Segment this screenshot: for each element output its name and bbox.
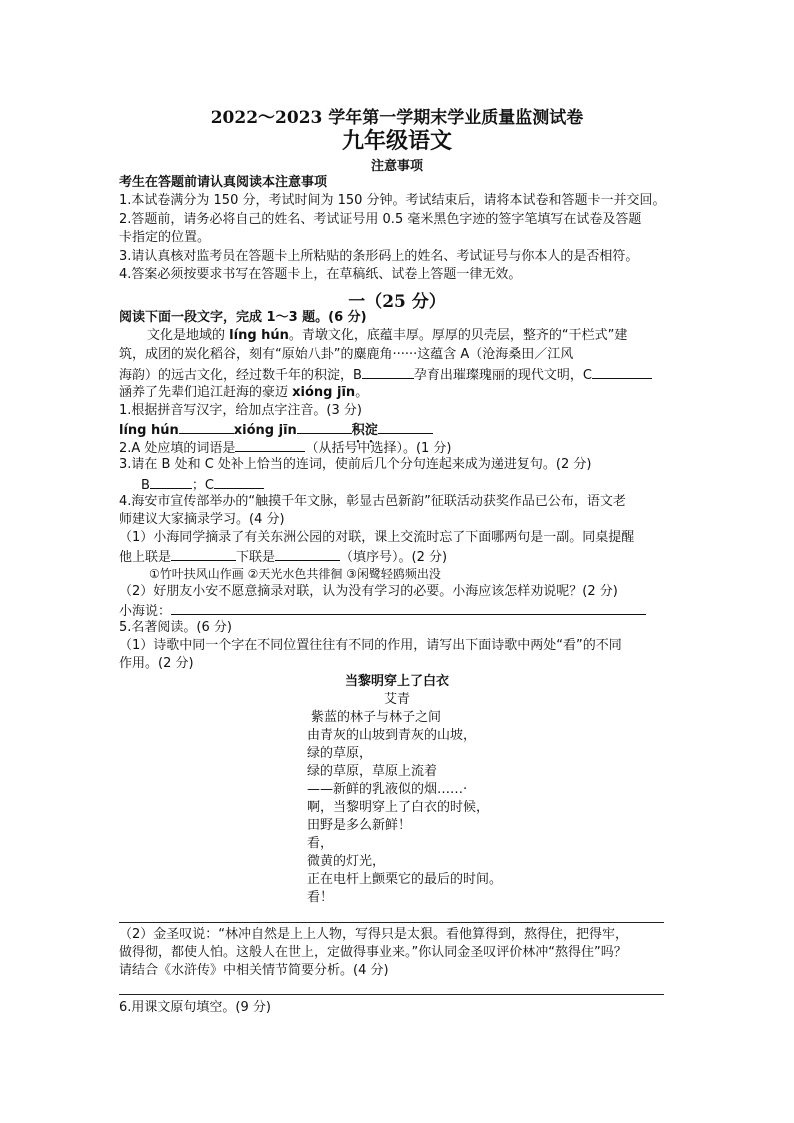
question-3-answers: [141, 475, 711, 495]
section-title: 一（25 分）: [348, 292, 446, 312]
poem-line: 微黄的灯光，: [307, 854, 386, 869]
question-3: 3.请在 B 处和 C 处补上恰当的连词，使前后几个分句连起来成为递进复句。(2 分): [119, 457, 592, 472]
notice-title: 注意事项: [370, 159, 423, 174]
answer-blank-2[interactable]: [297, 420, 352, 434]
question-5-sub1: （1）诗歌中同一个字在不同位置往往有不同的作用，请写出下面诗歌中两处“看”的不同: [119, 638, 622, 653]
answer-blank-3[interactable]: [378, 420, 433, 434]
poem-line: 由青灰的山坡到青灰的山坡，: [307, 728, 477, 743]
poem-line: 看，: [307, 836, 334, 851]
answer-line-5-1[interactable]: [119, 922, 664, 923]
pinyin-xiongjin-label: xióng jīn: [233, 423, 297, 438]
passage-text: 文化是地域的: [147, 328, 226, 343]
passage-text: 。: [355, 385, 369, 400]
question-text: 下联是: [236, 550, 276, 565]
answer-blank-c[interactable]: [214, 475, 264, 489]
label-c: ；C: [191, 478, 214, 493]
question-2-text: （从括号中选择）。(1 分): [305, 441, 452, 456]
question-text: （填序号）。(2 分): [340, 550, 448, 565]
question-6: 6.用课文原句填空。(9 分): [119, 1000, 271, 1015]
passage-text: 涵养了先辈们追江赶海的豪迈: [119, 385, 289, 400]
question-2: [119, 438, 689, 458]
passage-text: 孕育出璀璨瑰丽的现代文明，C: [413, 368, 592, 383]
couplet-options: ①竹叶扶风山作画 ②天光水色共徘徊 ③闲鹭轻鸥频出没: [149, 567, 441, 581]
poem-line: 正在电杆上颤栗它的最后的时间。: [307, 872, 503, 887]
question-4-answer: [119, 601, 689, 621]
passage-text: 海韵）的远古文化，经过数千年的积淀，B: [119, 368, 362, 383]
poem-line: ——新鲜的乳液似的烟……·: [307, 782, 468, 797]
poem-line: 田野是多么新鲜！: [307, 818, 412, 833]
passage-intro: 阅读下面一段文字，完成 1～3 题。(6 分): [119, 310, 367, 325]
question-4-sub2: （2）好朋友小安不愿意摘录对联，认为没有学习的必要。小海应该怎样劝说呢？(2 分): [119, 584, 618, 599]
word-jidian: 积淀: [351, 423, 378, 438]
notice-item-3: 3.请认真核对监考员在答题卡上所粘贴的条形码上的姓名、考试证号与你本人的是否相符。: [119, 249, 639, 264]
answer-blank-xialian[interactable]: [275, 547, 340, 561]
exam-title: 2022～2023 学年第一学期末学业质量监测试卷: [210, 108, 584, 128]
question-5-sub2: （2）金圣叹说：“林冲自然是上上人物，写得只是太狠。看他算得到，熬得住，把得牢，: [119, 927, 629, 942]
blank-b[interactable]: [362, 365, 414, 379]
poem-line: 绿的草原，草原上流着: [307, 764, 438, 779]
poem-author: 艾青: [383, 692, 410, 707]
answer-line-xiaohai[interactable]: [171, 601, 646, 615]
question-4-cont: 师建议大家摘录学习。(4 分): [119, 512, 285, 527]
notice-heading: 考生在答题前请认真阅读本注意事项: [119, 175, 328, 190]
poem-line: 看！: [307, 890, 334, 905]
label-b: B: [141, 478, 150, 493]
passage-line-2: 筑，成团的炭化稻谷，刻有“原始八卦”的麋鹿角······这蕴含 A（沧海桑田／江风: [119, 347, 574, 362]
notice-item-4: 4.答案必须按要求书写在答题卡上，在草稿纸、试卷上答题一律无效。: [119, 267, 522, 282]
question-4-sub1: （1）小海同学摘录了有关东洲公园的对联，课上交流时忘了下面哪两句是一副。同桌提醒: [119, 530, 635, 545]
passage-line-1: [147, 327, 717, 345]
question-2-text: 2.A 处应填的词语是: [119, 441, 236, 456]
poem-title: 当黎明穿上了白衣: [344, 674, 449, 689]
question-5-sub1-cont: 作用。(2 分): [119, 656, 194, 671]
notice-item-2-cont: 卡指定的位置。: [119, 230, 211, 245]
passage-line-3: [119, 365, 689, 385]
answer-blank-b[interactable]: [150, 475, 192, 489]
question-5-sub2-cont2: 请结合《水浒传》中相关情节简要分析。(4 分): [119, 963, 389, 978]
pinyin-xiongjin: xióng jīn: [292, 385, 356, 400]
question-5: 5.名著阅读。(6 分): [119, 620, 232, 635]
xiaohai-label: 小海说：: [119, 604, 172, 619]
answer-blank-shanglian[interactable]: [171, 547, 236, 561]
answer-blank-a[interactable]: [235, 438, 305, 452]
pinyin-linghun: líng hún: [229, 328, 289, 343]
answer-blank-1[interactable]: [179, 420, 234, 434]
pinyin-linghun-label: líng hún: [119, 423, 179, 438]
exam-subtitle: 九年级语文: [341, 128, 452, 154]
passage-text: 。青墩文化，底蕴丰厚。厚厚的贝壳层，整齐的“干栏式”建: [288, 328, 628, 343]
question-text: 他上联是: [119, 550, 172, 565]
blank-c[interactable]: [592, 365, 652, 379]
notice-item-2: 2.答题前，请务必将自己的姓名、考试证号用 0.5 毫米黑色字迹的签字笔填写在试卷及答题: [119, 212, 642, 227]
answer-line-5-2[interactable]: [119, 994, 664, 995]
poem-line: 绿的草原，: [307, 746, 373, 761]
question-4: 4.海安市宣传部举办的“触摸千年文脉，彰显古邑新韵”征联活动获奖作品已公布，语文老: [119, 494, 626, 509]
poem-line: 紫蓝的林子与林子之间: [311, 710, 442, 725]
question-5-sub2-cont: 做得彻，都使人怕。这般人在世上，定做得事业来。”你认同金圣叹评价林冲“熬得住”吗？: [119, 945, 627, 960]
passage-line-4: [119, 384, 689, 402]
question-4-sub1-cont: [119, 547, 689, 567]
notice-item-1: 1.本试卷满分为 150 分，考试时间为 150 分钟。考试结束后，请将本试卷和答题卡一并交回。: [119, 193, 666, 208]
poem-line: 啊，当黎明穿上了白衣的时候，: [307, 800, 490, 815]
question-1: 1.根据拼音写汉字，给加点字注音。(3 分): [119, 403, 362, 418]
